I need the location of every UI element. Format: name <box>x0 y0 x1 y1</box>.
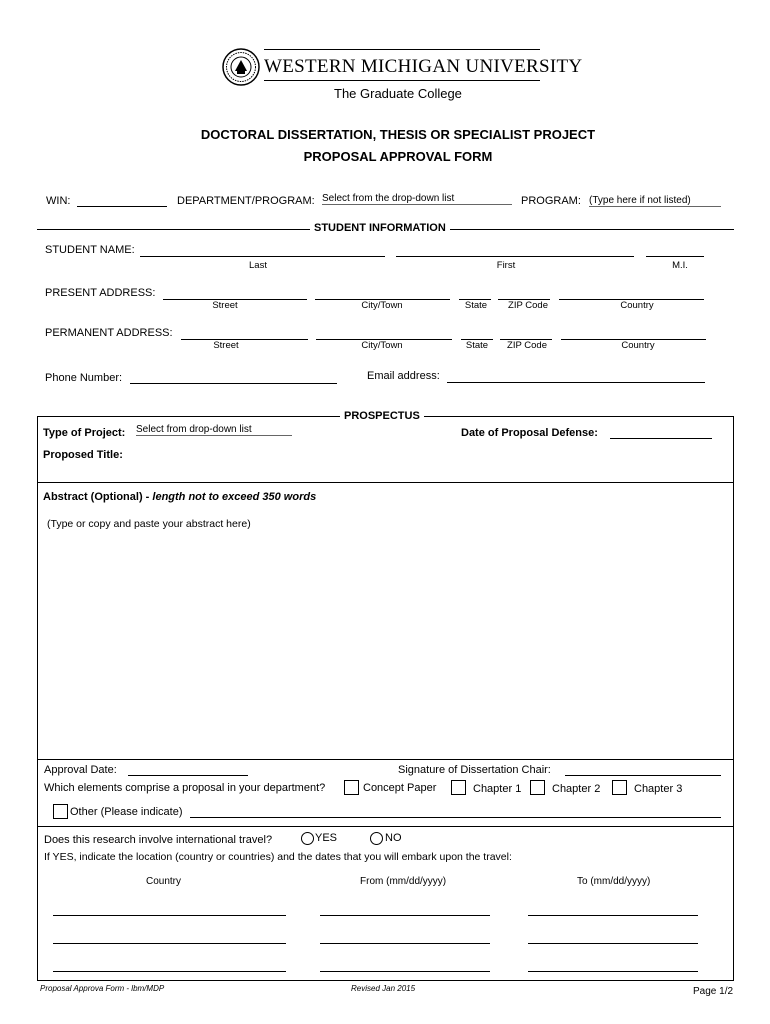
travel-country-field-1[interactable] <box>53 915 286 916</box>
travel-from-field-1[interactable] <box>320 915 490 916</box>
header-rule-top <box>264 49 540 50</box>
travel-yes-label: YES <box>315 832 338 844</box>
program-label: PROGRAM: <box>521 195 581 207</box>
elements-question: Which elements comprise a proposal in your department? <box>44 782 326 794</box>
present-state-sublabel: State <box>464 300 488 311</box>
permanent-address-label: PERMANENT ADDRESS: <box>45 327 173 339</box>
college-name: The Graduate College <box>334 86 462 101</box>
win-field[interactable] <box>77 206 167 207</box>
form-title-line2: PROPOSAL APPROVAL FORM <box>303 149 493 164</box>
abstract-divider <box>37 482 734 483</box>
mi-field[interactable] <box>646 256 704 257</box>
present-country-sublabel: Country <box>620 300 654 311</box>
win-label: WIN: <box>46 195 71 207</box>
travel-to-field-3[interactable] <box>528 971 698 972</box>
travel-no-radio[interactable] <box>370 832 383 845</box>
present-city-sublabel: City/Town <box>361 300 403 311</box>
form-title-line1: DOCTORAL DISSERTATION, THESIS OR SPECIALIST PROJECT <box>200 127 596 142</box>
permanent-street-sublabel: Street <box>213 340 239 351</box>
abstract-heading <box>43 491 316 503</box>
proposed-title-label: Proposed Title: <box>43 449 123 461</box>
phone-field[interactable] <box>130 383 337 384</box>
from-column-header: From (mm/dd/yyyy) <box>360 876 447 887</box>
proposed-title-input[interactable] <box>130 445 725 475</box>
chapter1-checkbox[interactable] <box>451 780 466 795</box>
first-name-sublabel: First <box>496 260 516 271</box>
approval-date-field[interactable] <box>128 775 248 776</box>
travel-country-field-3[interactable] <box>53 971 286 972</box>
department-dropdown[interactable]: Select from the drop-down list <box>322 193 512 205</box>
project-type-label: Type of Project: <box>43 427 126 439</box>
department-label: DEPARTMENT/PROGRAM: <box>177 195 315 207</box>
country-column-header: Country <box>146 876 182 887</box>
signature-label: Signature of Dissertation Chair: <box>398 764 551 776</box>
defense-date-label: Date of Proposal Defense: <box>461 427 598 439</box>
abstract-note: length not to exceed 350 words <box>152 491 317 503</box>
travel-from-field-2[interactable] <box>320 943 490 944</box>
travel-instruction: If YES, indicate the location (country or countries) and the dates that you will embark upon the travel: <box>44 851 512 863</box>
chapter2-checkbox[interactable] <box>530 780 545 795</box>
first-name-field[interactable] <box>396 256 634 257</box>
permanent-zip-sublabel: ZIP Code <box>507 340 547 351</box>
other-checkbox[interactable] <box>53 804 68 819</box>
last-name-field[interactable] <box>140 256 385 257</box>
footer-revised: Revised Jan 2015 <box>351 984 416 993</box>
concept-paper-label: Concept Paper <box>363 782 437 794</box>
header-rule-bottom <box>264 80 540 81</box>
present-address-label: PRESENT ADDRESS: <box>45 287 156 299</box>
travel-no-label: NO <box>385 832 402 844</box>
signature-field[interactable] <box>565 775 721 776</box>
concept-paper-checkbox[interactable] <box>344 780 359 795</box>
student-name-label: STUDENT NAME: <box>45 244 135 256</box>
chapter3-checkbox[interactable] <box>612 780 627 795</box>
travel-country-field-2[interactable] <box>53 943 286 944</box>
chapter1-label: Chapter 1 <box>473 783 522 795</box>
other-field[interactable] <box>190 817 721 818</box>
program-input[interactable]: (Type here if not listed) <box>589 195 721 207</box>
university-name: WESTERN MICHIGAN UNIVERSITY <box>264 56 583 77</box>
last-name-sublabel: Last <box>249 260 267 271</box>
chapter3-label: Chapter 3 <box>634 783 683 795</box>
defense-date-field[interactable] <box>610 438 712 439</box>
permanent-state-sublabel: State <box>465 340 489 351</box>
travel-from-field-3[interactable] <box>320 971 490 972</box>
mi-sublabel: M.I. <box>672 260 688 271</box>
travel-to-field-1[interactable] <box>528 915 698 916</box>
email-label: Email address: <box>367 370 440 382</box>
university-seal-icon <box>222 48 260 86</box>
travel-divider <box>37 826 734 827</box>
prospectus-section-title: PROSPECTUS <box>340 410 424 422</box>
email-field[interactable] <box>447 382 705 383</box>
project-type-dropdown[interactable]: Select from drop-down list <box>136 424 292 436</box>
other-label: Other (Please indicate) <box>70 806 183 818</box>
present-street-sublabel: Street <box>212 300 238 311</box>
travel-question: Does this research involve international travel? <box>44 834 273 846</box>
present-zip-sublabel: ZIP Code <box>508 300 548 311</box>
travel-to-field-2[interactable] <box>528 943 698 944</box>
to-column-header: To (mm/dd/yyyy) <box>577 876 651 887</box>
page-number: Page 1/2 <box>693 986 734 997</box>
chapter2-label: Chapter 2 <box>552 783 601 795</box>
approval-date-label: Approval Date: <box>44 764 117 776</box>
phone-label: Phone Number: <box>45 372 123 384</box>
student-section-title: STUDENT INFORMATION <box>310 222 450 234</box>
footer-form-id: Proposal Approva Form - lbm/MDP <box>40 984 165 993</box>
travel-yes-radio[interactable] <box>301 832 314 845</box>
abstract-textarea[interactable]: (Type or copy and paste your abstract here) <box>47 518 251 530</box>
abstract-label: Abstract (Optional) - <box>43 491 153 503</box>
permanent-country-sublabel: Country <box>621 340 655 351</box>
permanent-city-sublabel: City/Town <box>361 340 403 351</box>
approval-divider <box>37 759 734 760</box>
